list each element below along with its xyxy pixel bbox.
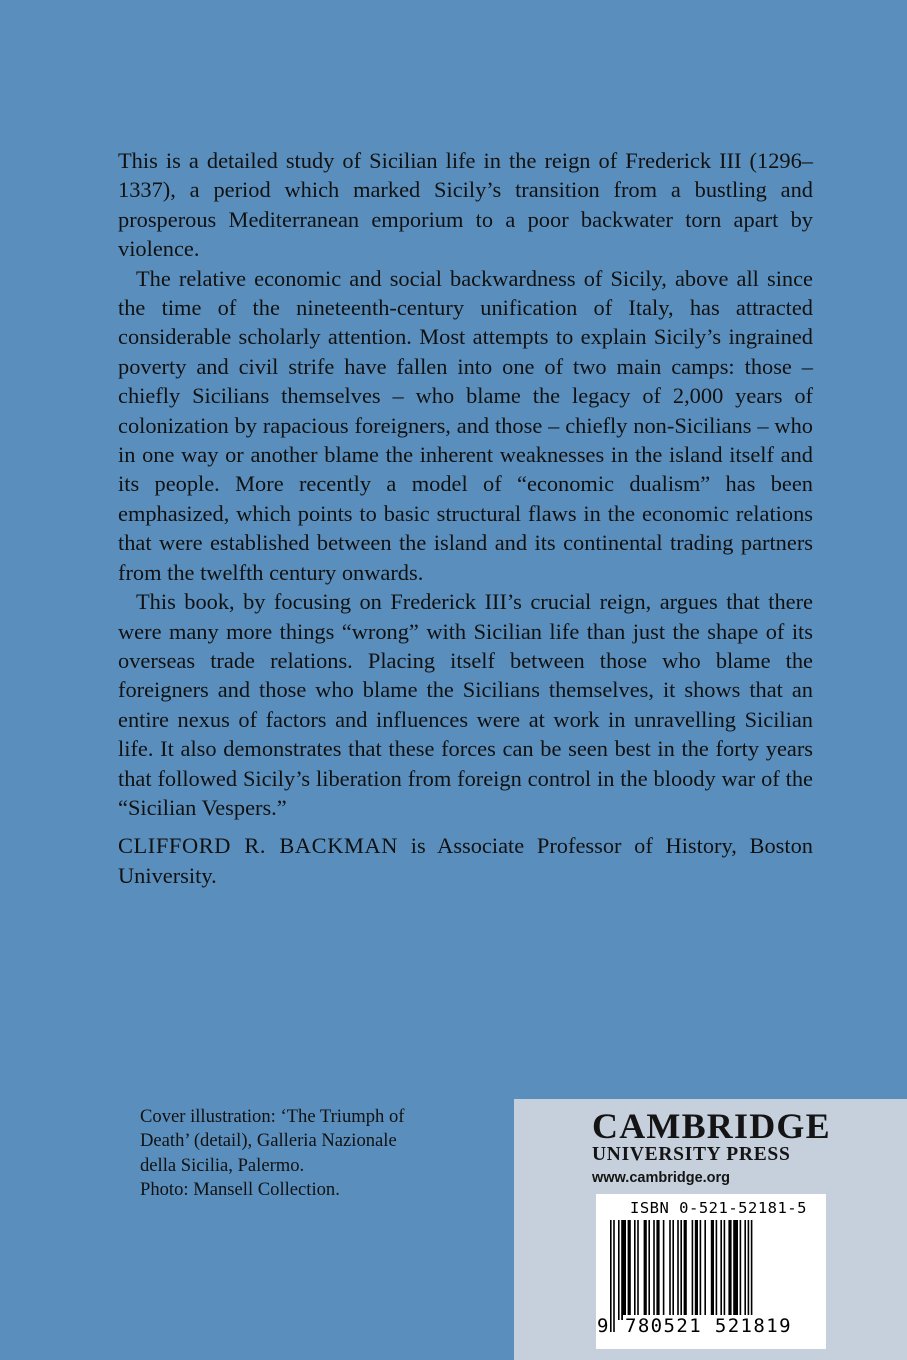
barcode-bar xyxy=(720,1220,722,1320)
barcode-bar xyxy=(740,1220,742,1320)
barcode-bar xyxy=(695,1220,698,1320)
barcode xyxy=(596,1194,826,1349)
credit-line: Photo: Mansell Collection. xyxy=(140,1178,340,1200)
barcode-bar xyxy=(733,1220,738,1320)
credit-line: Cover illustration: ‘The Triumph of xyxy=(140,1106,405,1127)
publisher-panel xyxy=(514,1099,907,1360)
ean-remaining-digits: 780521 521819 xyxy=(625,1315,792,1337)
author-role: is Associate Professor of History, Boston University. xyxy=(118,833,813,888)
isbn-label: ISBN 0-521-52181-5 xyxy=(630,1199,807,1217)
barcode-bar xyxy=(618,1220,620,1320)
credit-line: della Sicilia, Palermo. xyxy=(140,1154,305,1176)
blurb-paragraph-1: This is a detailed study of Sicilian life in the reign of Frederick III (1296–1337), a period which marked Sicily’s transition from a bustling and prosperous Mediterranean emporium to a poor backwater torn apart by violence. xyxy=(118,148,813,262)
blurb-paragraph-2: The relative economic and social backwardness of Sicily, above all since the time of the nineteenth-century unification of Italy, has attracted considerable scholarly attention. Most attempts to explain Sicily’s ingrained poverty and civil strife have fallen into one of two main camps: those – chiefly Sicilians themselves – who blame the legacy of 2,000 years of colonization by rapacious foreigners, and those – chiefly non-Sicilians – who in one way or another blame the inherent weaknesses in the island itself and its people. More recently a model of “economic dualism” has been emphasized, which points to basic structural flaws in the economic relations that were established between the island and its continental trading partners from the twelfth century onwards. xyxy=(118,265,813,585)
barcode-bar xyxy=(648,1220,650,1320)
credit-line: Death’ (detail), Galleria Nazionale xyxy=(140,1130,397,1152)
barcode-bar xyxy=(700,1220,702,1320)
publisher-logo: CAMBRIDGE xyxy=(592,1106,831,1146)
barcode-bar xyxy=(653,1220,655,1320)
barcode-bar xyxy=(728,1220,731,1320)
barcode-bar xyxy=(656,1220,659,1320)
barcode-bar xyxy=(644,1220,647,1320)
barcode-bar xyxy=(684,1220,687,1320)
barcode-bar xyxy=(680,1220,682,1320)
blurb-text xyxy=(118,146,813,890)
barcode-bar xyxy=(744,1220,746,1320)
blurb-paragraph-3: This book, by focusing on Frederick III’s crucial reign, argues that there were many more things “wrong” with Sicilian life than just the shape of its overseas trade relations. Placing itself between those who blame the foreigners and those who blame the Sicilians themselves, it shows that an entire nexus of factors and influences were at work in unravelling Sicilian life. It also demonstrates that these forces can be seen best in the forty years that followed Sicily’s liberation from foreign control in the bloody war of the “Sicilian Vespers.” xyxy=(118,589,813,820)
ean-digits xyxy=(596,1315,826,1345)
publisher-subtitle: UNIVERSITY PRESS xyxy=(592,1144,791,1165)
barcode-bar xyxy=(663,1220,665,1320)
barcode-bar xyxy=(672,1220,674,1320)
author-bio xyxy=(118,831,813,890)
barcode-bar xyxy=(704,1220,706,1320)
publisher-url: www.cambridge.org xyxy=(592,1170,731,1186)
barcode-bar xyxy=(677,1220,679,1320)
ean-first-digit: 9 xyxy=(597,1315,609,1337)
barcode-bar xyxy=(711,1220,714,1320)
barcode-bar xyxy=(692,1220,694,1320)
barcode-bar xyxy=(621,1220,626,1320)
barcode-bar xyxy=(724,1220,726,1320)
barcode-bar xyxy=(637,1220,639,1320)
barcode-bar xyxy=(669,1220,671,1320)
cover-illustration-credit xyxy=(140,1105,470,1202)
barcode-bar xyxy=(628,1220,631,1320)
barcode-bar xyxy=(634,1220,636,1320)
barcode-bar xyxy=(716,1220,718,1320)
author-name: CLIFFORD R. BACKMAN xyxy=(118,833,399,859)
